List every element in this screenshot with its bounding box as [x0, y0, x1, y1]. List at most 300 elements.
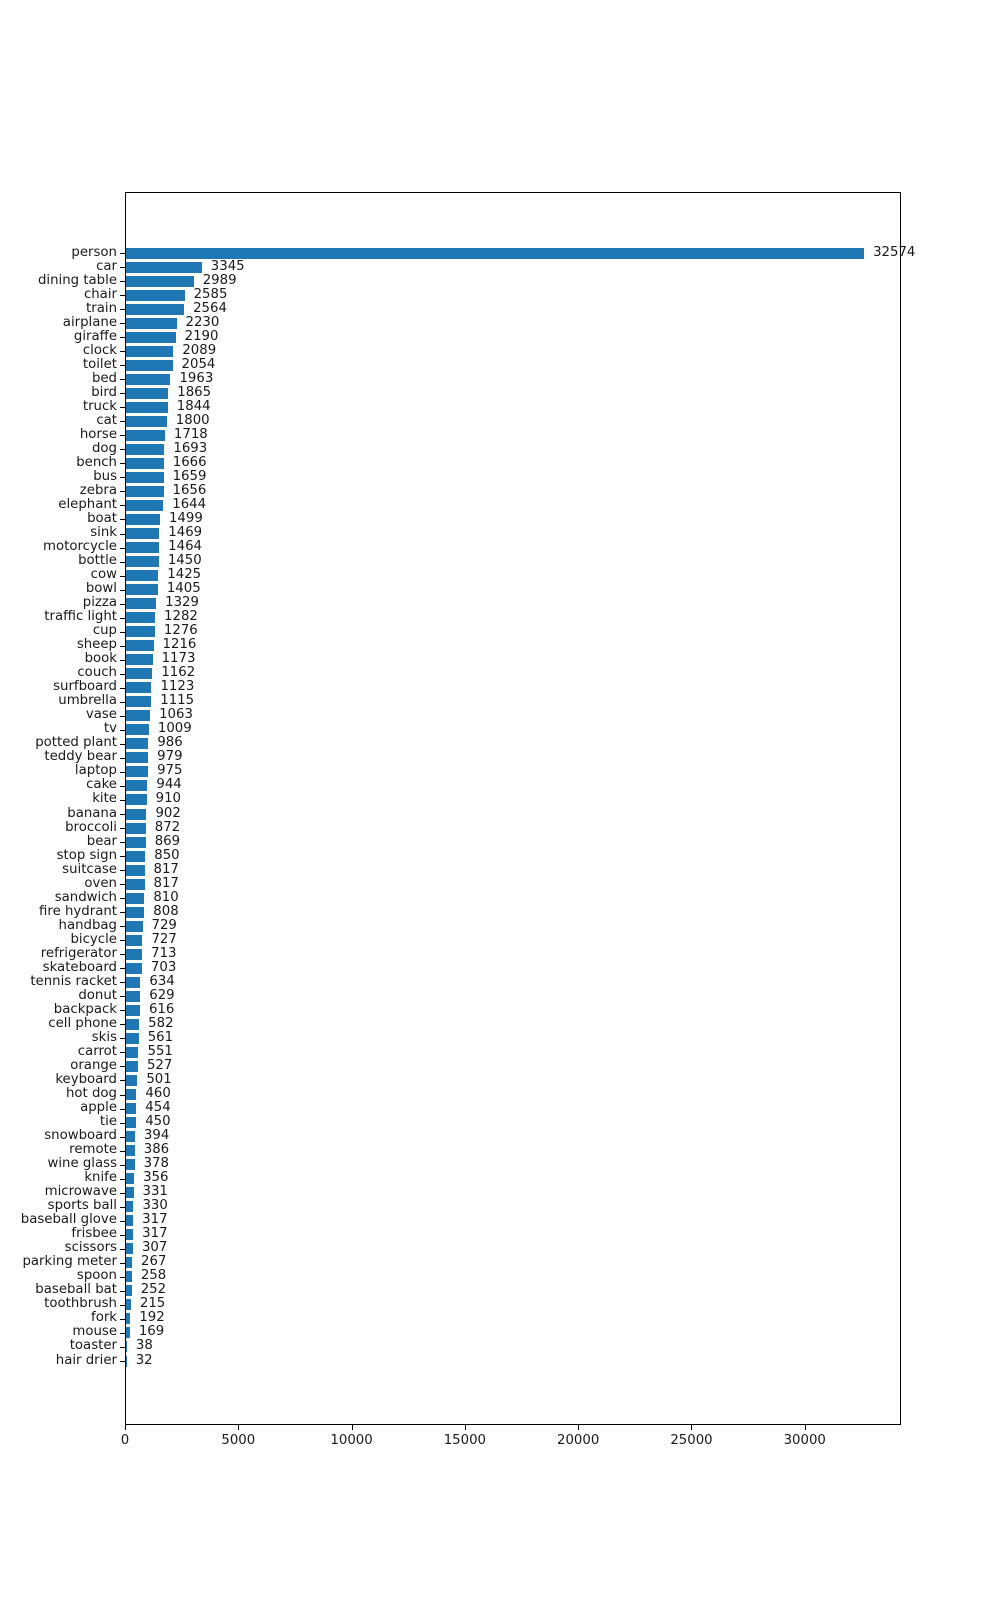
category-label: oven	[84, 875, 117, 891]
y-tick-mark	[120, 800, 125, 801]
category-label: cow	[90, 567, 117, 583]
value-label: 902	[155, 805, 181, 821]
y-tick-mark	[120, 1109, 125, 1110]
bar	[126, 332, 176, 343]
category-label: couch	[77, 665, 117, 681]
bar	[126, 724, 149, 735]
y-tick-mark	[120, 1221, 125, 1222]
y-tick-mark	[120, 968, 125, 969]
bar	[126, 837, 146, 848]
y-tick-mark	[120, 870, 125, 871]
category-label: sports ball	[47, 1198, 117, 1214]
y-tick-mark	[120, 281, 125, 282]
value-label: 2564	[193, 300, 227, 316]
value-label: 729	[151, 917, 177, 933]
value-label: 1173	[161, 651, 196, 667]
bar	[126, 472, 164, 483]
y-tick-mark	[120, 828, 125, 829]
y-tick-mark	[120, 1277, 125, 1278]
y-tick-mark	[120, 1235, 125, 1236]
bar	[126, 626, 155, 637]
y-tick-mark	[120, 1137, 125, 1138]
value-label: 817	[153, 875, 179, 891]
y-tick-mark	[120, 1052, 125, 1053]
category-label: zebra	[79, 482, 117, 498]
category-label: train	[86, 300, 117, 316]
value-label: 258	[140, 1268, 167, 1284]
value-label: 267	[141, 1254, 167, 1270]
bar	[126, 1327, 130, 1338]
y-tick-mark	[120, 1095, 125, 1096]
x-tick-mark	[465, 1425, 466, 1430]
value-label: 169	[138, 1324, 165, 1340]
x-tick-label: 15000	[443, 1433, 487, 1448]
y-tick-mark	[120, 449, 125, 450]
x-tick-mark	[238, 1425, 239, 1430]
y-tick-mark	[120, 351, 125, 352]
value-label: 979	[157, 749, 183, 765]
value-label: 1800	[175, 412, 210, 428]
value-label: 1405	[166, 581, 201, 597]
value-label: 910	[155, 791, 181, 807]
value-label: 1123	[160, 679, 195, 695]
value-label: 330	[142, 1198, 168, 1214]
value-label: 561	[147, 1029, 174, 1045]
y-tick-mark	[120, 744, 125, 745]
y-tick-mark	[120, 295, 125, 296]
value-label: 450	[145, 1114, 171, 1130]
category-label: broccoli	[65, 819, 117, 835]
value-label: 944	[156, 777, 182, 793]
category-label: tennis racket	[30, 973, 117, 989]
value-label: 703	[150, 959, 177, 975]
category-label: refrigerator	[40, 945, 117, 961]
y-tick-mark	[120, 660, 125, 661]
category-label: bicycle	[70, 931, 117, 947]
x-tick-mark	[691, 1425, 692, 1430]
category-label: toilet	[82, 356, 117, 372]
y-tick-mark	[120, 1319, 125, 1320]
y-tick-mark	[120, 940, 125, 941]
category-label: spoon	[76, 1268, 117, 1284]
value-label: 32	[135, 1352, 153, 1368]
bar	[126, 865, 145, 876]
bar	[126, 935, 142, 946]
value-label: 192	[139, 1310, 165, 1326]
category-label: orange	[70, 1057, 117, 1073]
bar	[126, 1061, 138, 1072]
category-label: frisbee	[71, 1226, 117, 1242]
y-tick-mark	[120, 1207, 125, 1208]
y-tick-mark	[120, 632, 125, 633]
y-tick-mark	[120, 1249, 125, 1250]
value-label: 1115	[160, 693, 195, 709]
bar	[126, 500, 163, 511]
value-label: 629	[149, 987, 175, 1003]
y-tick-mark	[120, 491, 125, 492]
bar	[126, 556, 159, 567]
y-tick-mark	[120, 393, 125, 394]
category-label: backpack	[53, 1001, 117, 1017]
category-label: bottle	[78, 553, 117, 569]
category-label: chair	[83, 286, 117, 302]
value-label: 394	[143, 1128, 170, 1144]
category-label: bed	[91, 370, 117, 386]
bar	[126, 682, 151, 693]
y-tick-mark	[120, 421, 125, 422]
y-tick-mark	[120, 1123, 125, 1124]
value-label: 252	[140, 1282, 167, 1298]
bar	[126, 528, 159, 539]
bar	[126, 486, 164, 497]
y-tick-mark	[120, 814, 125, 815]
y-tick-mark	[120, 646, 125, 647]
bar	[126, 1187, 134, 1198]
category-label: bench	[76, 454, 117, 470]
bar	[126, 1356, 127, 1367]
bar	[126, 991, 140, 1002]
x-tick-label: 25000	[670, 1433, 713, 1448]
value-label: 454	[145, 1100, 171, 1116]
category-label: bird	[91, 384, 117, 400]
category-label: handbag	[58, 917, 117, 933]
value-label: 1425	[167, 567, 202, 583]
y-tick-mark	[120, 309, 125, 310]
value-label: 2230	[185, 314, 220, 330]
category-label: vase	[85, 707, 117, 723]
value-label: 317	[142, 1226, 168, 1242]
bar	[126, 1089, 136, 1100]
y-tick-mark	[120, 1010, 125, 1011]
y-tick-mark	[120, 604, 125, 605]
bar	[126, 879, 145, 890]
y-tick-mark	[120, 1038, 125, 1039]
category-label: keyboard	[55, 1071, 117, 1087]
bar	[126, 584, 158, 595]
value-label: 1329	[165, 595, 199, 611]
category-label: car	[96, 258, 117, 274]
value-label: 810	[153, 889, 179, 905]
y-tick-mark	[120, 253, 125, 254]
category-label: tie	[99, 1114, 117, 1130]
bar	[126, 766, 148, 777]
bar	[126, 907, 144, 918]
category-label: tv	[103, 721, 117, 737]
value-label: 850	[154, 847, 180, 863]
y-tick-mark	[120, 912, 125, 913]
y-tick-mark	[120, 562, 125, 563]
category-label: parking meter	[22, 1254, 117, 1270]
x-tick-mark	[578, 1425, 579, 1430]
category-label: scissors	[64, 1240, 117, 1256]
bar	[126, 1271, 132, 1282]
bar	[126, 752, 148, 763]
bar	[126, 514, 160, 525]
bar	[126, 1103, 136, 1114]
bar	[126, 1341, 127, 1352]
bar	[126, 612, 155, 623]
bar	[126, 1005, 140, 1016]
category-label: truck	[82, 398, 117, 414]
category-label: giraffe	[73, 328, 117, 344]
category-label: cat	[96, 412, 117, 428]
y-tick-mark	[120, 365, 125, 366]
category-label: person	[71, 244, 117, 260]
category-label: airplane	[62, 314, 117, 330]
bar	[126, 1131, 135, 1142]
value-label: 3345	[210, 258, 245, 274]
value-label: 975	[157, 763, 183, 779]
bar	[126, 458, 164, 469]
y-tick-mark	[120, 772, 125, 773]
y-tick-mark	[120, 505, 125, 506]
category-label: cell phone	[48, 1015, 117, 1031]
bar	[126, 710, 150, 721]
value-label: 872	[154, 819, 181, 835]
y-tick-mark	[120, 674, 125, 675]
value-label: 2054	[181, 356, 216, 372]
value-label: 32574	[873, 244, 916, 260]
y-tick-mark	[120, 1263, 125, 1264]
y-tick-mark	[120, 590, 125, 591]
category-label: dining table	[37, 272, 117, 288]
bar	[126, 388, 168, 399]
value-label: 1666	[172, 454, 207, 470]
value-label: 331	[142, 1184, 168, 1200]
value-label: 501	[146, 1071, 172, 1087]
value-label: 356	[143, 1170, 169, 1186]
category-label: elephant	[58, 496, 117, 512]
y-tick-mark	[120, 1193, 125, 1194]
y-tick-mark	[120, 1080, 125, 1081]
value-label: 869	[154, 833, 181, 849]
category-label: mouse	[72, 1324, 117, 1340]
category-label: microwave	[44, 1184, 117, 1200]
y-tick-mark	[120, 856, 125, 857]
y-tick-mark	[120, 996, 125, 997]
bar	[126, 444, 164, 455]
value-label: 551	[147, 1043, 173, 1059]
bar	[126, 1257, 132, 1268]
value-label: 317	[142, 1212, 168, 1228]
bar	[126, 248, 864, 259]
category-label: suitcase	[62, 861, 117, 877]
y-tick-mark	[120, 463, 125, 464]
x-tick-mark	[352, 1425, 353, 1430]
bar	[126, 290, 185, 301]
value-label: 1865	[177, 384, 212, 400]
category-label: laptop	[74, 763, 117, 779]
y-tick-mark	[120, 1305, 125, 1306]
category-label: toothbrush	[44, 1296, 117, 1312]
bar	[126, 402, 168, 413]
category-label: fire hydrant	[39, 903, 117, 919]
bar	[126, 570, 158, 581]
bar	[126, 346, 173, 357]
bar	[126, 1117, 136, 1128]
category-label: motorcycle	[43, 539, 117, 555]
category-label: toaster	[69, 1338, 117, 1354]
bar	[126, 1047, 138, 1058]
value-label: 1499	[168, 510, 203, 526]
value-label: 378	[143, 1156, 169, 1172]
bar	[126, 1019, 139, 1030]
bar	[126, 696, 151, 707]
y-tick-mark	[120, 267, 125, 268]
category-label: potted plant	[35, 735, 117, 751]
y-tick-mark	[120, 1165, 125, 1166]
y-tick-mark	[120, 576, 125, 577]
y-tick-mark	[120, 519, 125, 520]
bar	[126, 1313, 130, 1324]
category-label: hair drier	[55, 1352, 117, 1368]
bar	[126, 809, 146, 820]
y-tick-mark	[120, 898, 125, 899]
y-tick-mark	[120, 688, 125, 689]
category-label: skis	[91, 1029, 117, 1045]
x-tick-mark	[805, 1425, 806, 1430]
bar	[126, 1243, 133, 1254]
category-label: stop sign	[56, 847, 117, 863]
bar	[126, 1201, 133, 1212]
value-label: 1282	[164, 609, 198, 625]
y-tick-mark	[120, 702, 125, 703]
y-tick-mark	[120, 1291, 125, 1292]
y-tick-mark	[120, 786, 125, 787]
y-axis-category-labels	[0, 0, 117, 1600]
bar	[126, 276, 194, 287]
y-tick-mark	[120, 548, 125, 549]
y-tick-mark	[120, 926, 125, 927]
y-tick-mark	[120, 534, 125, 535]
y-tick-mark	[120, 379, 125, 380]
value-label: 1718	[173, 426, 208, 442]
category-label: bear	[86, 833, 117, 849]
y-tick-mark	[120, 1151, 125, 1152]
bar	[126, 668, 152, 679]
bar	[126, 963, 142, 974]
bar	[126, 1299, 131, 1310]
axes-frame	[125, 192, 901, 1425]
bar	[126, 1145, 135, 1156]
category-label: carrot	[77, 1043, 117, 1059]
value-label: 808	[153, 903, 179, 919]
category-label: skateboard	[42, 959, 117, 975]
category-label: teddy bear	[44, 749, 117, 765]
bar	[126, 893, 144, 904]
bar	[126, 318, 177, 329]
category-label: kite	[92, 791, 117, 807]
category-label: donut	[78, 987, 117, 1003]
value-label: 215	[139, 1296, 166, 1312]
bar	[126, 1229, 133, 1240]
x-tick-label: 0	[120, 1433, 130, 1448]
value-label: 2190	[184, 328, 219, 344]
category-label: cake	[86, 777, 117, 793]
y-tick-mark	[120, 884, 125, 885]
bar	[126, 374, 170, 385]
category-label: cup	[92, 623, 117, 639]
category-label: baseball glove	[20, 1212, 117, 1228]
y-tick-mark	[120, 1024, 125, 1025]
value-label: 386	[143, 1142, 170, 1158]
bar	[126, 1173, 134, 1184]
category-label: hot dog	[65, 1086, 117, 1102]
y-tick-mark	[120, 323, 125, 324]
y-tick-mark	[120, 1333, 125, 1334]
x-tick-label: 30000	[783, 1433, 826, 1448]
x-tick-label: 20000	[557, 1433, 600, 1448]
value-label: 2089	[182, 342, 217, 358]
category-label: umbrella	[58, 693, 117, 709]
category-label: clock	[82, 342, 117, 358]
bar	[126, 416, 167, 427]
category-label: dog	[91, 440, 117, 456]
x-tick-mark	[125, 1425, 126, 1430]
value-label: 1844	[176, 398, 211, 414]
value-label: 2989	[202, 272, 237, 288]
value-label: 1963	[179, 370, 214, 386]
x-tick-label: 10000	[330, 1433, 373, 1448]
category-label: traffic light	[44, 609, 117, 625]
category-label: remote	[69, 1142, 117, 1158]
bar	[126, 1075, 137, 1086]
category-label: banana	[67, 805, 117, 821]
bar	[126, 823, 146, 834]
category-label: bus	[93, 468, 117, 484]
value-label: 713	[151, 945, 177, 961]
value-label: 582	[148, 1015, 174, 1031]
value-label: 307	[141, 1240, 168, 1256]
bar	[126, 949, 142, 960]
y-tick-mark	[120, 1347, 125, 1348]
y-tick-mark	[120, 716, 125, 717]
value-label: 1162	[161, 665, 196, 681]
bar	[126, 851, 145, 862]
value-label: 634	[149, 973, 175, 989]
value-label: 986	[157, 735, 183, 751]
bar	[126, 1285, 132, 1296]
y-tick-mark	[120, 1066, 125, 1067]
bar	[126, 304, 184, 315]
value-label: 727	[151, 931, 177, 947]
y-tick-mark	[120, 618, 125, 619]
value-label: 1216	[162, 637, 197, 653]
bar	[126, 542, 159, 553]
category-label: snowboard	[44, 1128, 117, 1144]
y-tick-mark	[120, 842, 125, 843]
bar	[126, 1033, 139, 1044]
value-label: 817	[153, 861, 179, 877]
category-label: sandwich	[54, 889, 117, 905]
value-label: 1469	[168, 525, 203, 540]
value-label: 1276	[163, 623, 198, 639]
value-label: 1450	[167, 553, 202, 569]
bar	[126, 921, 143, 932]
category-label: sink	[90, 525, 117, 540]
y-tick-mark	[120, 954, 125, 955]
category-label: horse	[79, 426, 117, 442]
value-label: 1063	[159, 707, 193, 723]
category-label: knife	[84, 1170, 117, 1186]
y-tick-mark	[120, 982, 125, 983]
bar	[126, 738, 148, 749]
value-label: 1009	[157, 721, 192, 737]
y-tick-mark	[120, 435, 125, 436]
category-label: boat	[87, 510, 117, 526]
value-label: 38	[135, 1338, 153, 1354]
value-label: 616	[148, 1001, 175, 1017]
